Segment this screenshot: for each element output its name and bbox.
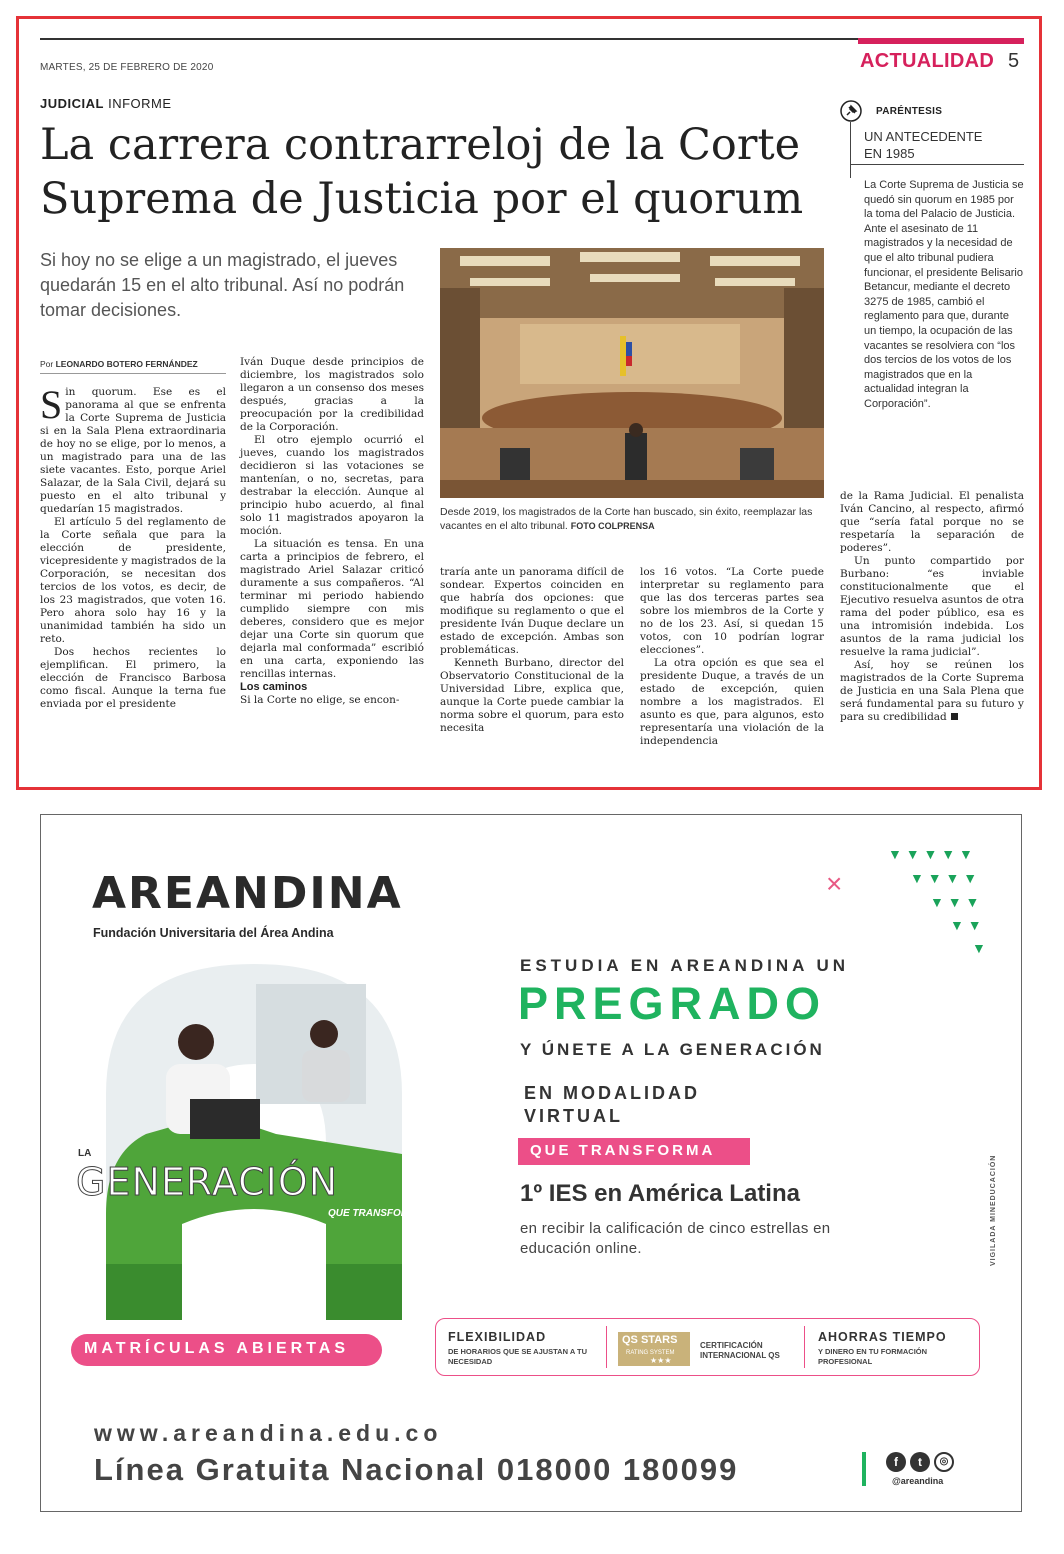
- paragraph: Iván Duque desde principios de diciembre, los magistrados solo llegaron a un consenso dos meses después, gracias a la preocupación por la credibilidad de la Corporación.: [240, 356, 424, 433]
- ad-logo-subtitle: Fundación Universitaria del Área Andina: [93, 926, 334, 940]
- paragraph: El otro ejemplo ocurrió el jueves, cuando los magistrados decidieron si las votaciones se mantenían, o no, secretas, para destrabar la elección. Aunque al principio hubo acuerdo, al final solo 11 magistrados apoyaron la moción.: [240, 434, 424, 537]
- subhead: Los caminos: [240, 681, 308, 693]
- vigilada-mineducacion: VIGILADA MINEDUCACIÓN: [990, 1154, 997, 1266]
- qs-stars-subtitle: RATING SYSTEM: [626, 1350, 675, 1356]
- sidebar-label: PARÉNTESIS: [876, 106, 943, 117]
- matriculas-text: MATRÍCULAS ABIERTAS: [84, 1340, 350, 1357]
- ad-url: www.areandina.edu.co: [94, 1420, 443, 1446]
- article-column-4: [640, 566, 824, 748]
- sidebar-title: [864, 128, 982, 162]
- paragraph: traría ante un panorama difícil de sondear. Expertos coinciden en que habría dos opciones: que modifique su reglamento o que el presidente Iván Duque declare un estado de excepción. Ambas son problemáticas.: [440, 566, 624, 656]
- article-column-1: [40, 382, 226, 711]
- paragraph: La situación es tensa. En una carta a principios de febrero, el magistrado Ariel Salazar criticó duramente a sus compañeros. “Al terminar mi periodo habiendo cumplido siempre con mis deberes, considero que es mejor dejar una Corte sin quorum que dejarla mal conformada” escribió en una carta, exponiendo las rencillas internas.: [240, 538, 424, 680]
- twitter-icon: t: [910, 1452, 930, 1472]
- generacion-word: GENERACIÓN: [76, 1160, 339, 1204]
- paragraph: Si la Corte no elige, se encon-: [240, 694, 400, 706]
- kicker-rest: INFORME: [108, 96, 172, 111]
- features-divider: [606, 1326, 607, 1368]
- feature-certificacion: CERTIFICACIÓN INTERNACIONAL QS: [700, 1341, 780, 1360]
- paragraph: los 16 votos. “La Corte puede interpretar su reglamento para que las dos terceras partes sea sobre los miembros de la Corte y no de los 23. Así, si quedan 15 votos, con 10 podrían lograr elecciones”.: [640, 566, 824, 656]
- sidebar-rule: [850, 122, 851, 178]
- sidebar-body: La Corte Suprema de Justicia se quedó sin quorum en 1985 por la toma del Palacio de Justicia. Ante el asesinato de 11 magistrados y la necesidad de que el alto tribunal pudiera funcionar, el presidente Belisario Betancur, mediante el decreto 3275 de 1985, cambió el reglamento para que, durante un tiempo, la ocupación de las vacantes se resolviera con “los dos tercios de los votos de los magistrados que en la actualidad integran la Corporación”.: [864, 179, 1024, 410]
- page-number: 5: [1008, 50, 1020, 72]
- paragraph: de la Rama Judicial. El penalista Iván Cancino, al respecto, afirmó que “sería fatal porque no se respetaría la separación de poderes”.: [840, 490, 1024, 554]
- photo-credit: FOTO COLPRENSA: [570, 521, 655, 531]
- star-rating-icon: ★★★: [650, 1356, 672, 1365]
- ad-logo: AREANDINA: [92, 868, 403, 919]
- generacion-subtitle: QUE TRANSFORMA: [328, 1208, 424, 1219]
- students-photo: [106, 964, 402, 1320]
- features-divider: [804, 1326, 805, 1368]
- feature-flexibilidad-title: FLEXIBILIDAD: [448, 1330, 547, 1344]
- headline: La carrera contrarreloj de la Corte Suprema de Justicia por el quorum: [40, 120, 804, 224]
- paragraph: Un punto compartido por Burbano: “es inviable constitucionalmente que el Ejecutivo resuelva asuntos de otra rama del poder público, esa es una intromisión indebida. Los asuntos de la rama judicial los resuelve la rama judicial”.: [840, 555, 1024, 658]
- instagram-icon: ◎: [934, 1452, 954, 1472]
- feature-ahorras-subtitle: Y DINERO EN TU FORMACIÓN PROFESIONAL: [818, 1347, 928, 1366]
- issue-date: MARTES, 25 DE FEBRERO DE 2020: [40, 62, 214, 73]
- ad-rank-description: en recibir la calificación de cinco estrellas en educación online.: [520, 1220, 831, 1257]
- social-handle: @areandina: [892, 1476, 944, 1486]
- byline-author: LEONARDO BOTERO FERNÁNDEZ: [55, 359, 198, 369]
- byline: [40, 359, 198, 369]
- paragraph: Kenneth Burbano, director del Observatorio Constitucional de la Universidad Libre, explica que, aunque la Corte puede cambiar la norma sobre el quorum, para esto necesita: [440, 657, 624, 734]
- facebook-icon: f: [886, 1452, 906, 1472]
- article-column-3: [440, 566, 624, 735]
- sidebar-title-line: UN ANTECEDENTE: [864, 129, 983, 144]
- qs-stars-text: QS STARS: [622, 1334, 678, 1346]
- paragraph-text: Así, hoy se reúnen los magistrados de la Corte Suprema de Justicia en una Sala Plena que será fundamental para su futuro y para su credibilidad: [840, 659, 1024, 723]
- ad-separator: [862, 1452, 866, 1486]
- ad-line-2: Y ÚNETE A LA GENERACIÓN: [520, 1040, 825, 1059]
- article-column-2: [240, 356, 424, 707]
- paragraph: Dos hechos recientes lo ejemplifican. El primero, la elección de Francisco Barbosa como fiscal. Aunque la terna fue enviada por el presidente: [40, 646, 226, 710]
- sidebar-rule: [850, 164, 1024, 165]
- feature-ahorras-title: AHORRAS TIEMPO: [818, 1330, 947, 1344]
- generacion-la: LA: [78, 1148, 92, 1159]
- ad-pregrado: PREGRADO: [518, 978, 827, 1029]
- section-label: ACTUALIDAD: [860, 50, 995, 72]
- byline-rule: [40, 373, 226, 374]
- ad-que-transforma: QUE TRANSFORMA: [530, 1142, 716, 1159]
- ad-rank: 1º IES en América Latina: [520, 1180, 800, 1207]
- end-mark-icon: [951, 713, 958, 720]
- kicker: [40, 96, 172, 111]
- paragraph-text: in quorum. Ese es el panorama al que se enfrenta la Corte Suprema de Justicia si en la Sala Plena extraordinaria de hoy no se elige, por lo menos, a un magistrado para una de las siete vacantes. Esto, porque Ariel Salazar, de la Sala Civil, dejará su puesto en el alto tribunal y quedarían 15 magistrados.: [40, 386, 226, 515]
- photo-caption: [440, 505, 824, 533]
- caption-text: Desde 2019, los magistrados de la Corte han buscado, sin éxito, reemplazar las vacantes en el alto tribunal.: [440, 506, 813, 532]
- pin-icon: [840, 100, 862, 122]
- feature-flexibilidad-subtitle: DE HORARIOS QUE SE AJUSTAN A TU NECESIDAD: [448, 1347, 588, 1366]
- byline-prefix: Por: [40, 359, 54, 369]
- x-mark-icon: ×: [826, 868, 843, 899]
- paragraph: El artículo 5 del reglamento de la Corte señala que para la elección de presidente, vicepresidente y magistrados de la Corporación, se necesitan dos tercios de los votos, es decir, de los 23 magistrados, que voten 16. Pero ahora solo hay 16 y la unanimidad también ha sido un reto.: [40, 516, 226, 645]
- sidebar-title-line: EN 1985: [864, 146, 915, 161]
- dropcap: S: [40, 382, 63, 427]
- deck: Si hoy no se elige a un magistrado, el jueves quedarán 15 en el alto tribunal. Así no podrán tomar decisiones.: [40, 250, 405, 320]
- paragraph: [40, 382, 226, 516]
- kicker-bold: JUDICIAL: [40, 96, 104, 111]
- ad-phone: Línea Gratuita Nacional 018000 180099: [94, 1452, 739, 1487]
- ad-modalidad: EN MODALIDAD VIRTUAL: [524, 1083, 700, 1126]
- paragraph: La otra opción es que sea el presidente Duque, a través de un estado de excepción, quien nombre a los magistrados. El asunto es que, para algunos, esto representaría una violación de la independencia: [640, 657, 824, 747]
- article-column-5: [840, 490, 1024, 724]
- ad-line-1: ESTUDIA EN AREANDINA UN: [520, 956, 850, 975]
- paragraph: [840, 659, 1024, 724]
- courtroom-photo: [440, 248, 824, 498]
